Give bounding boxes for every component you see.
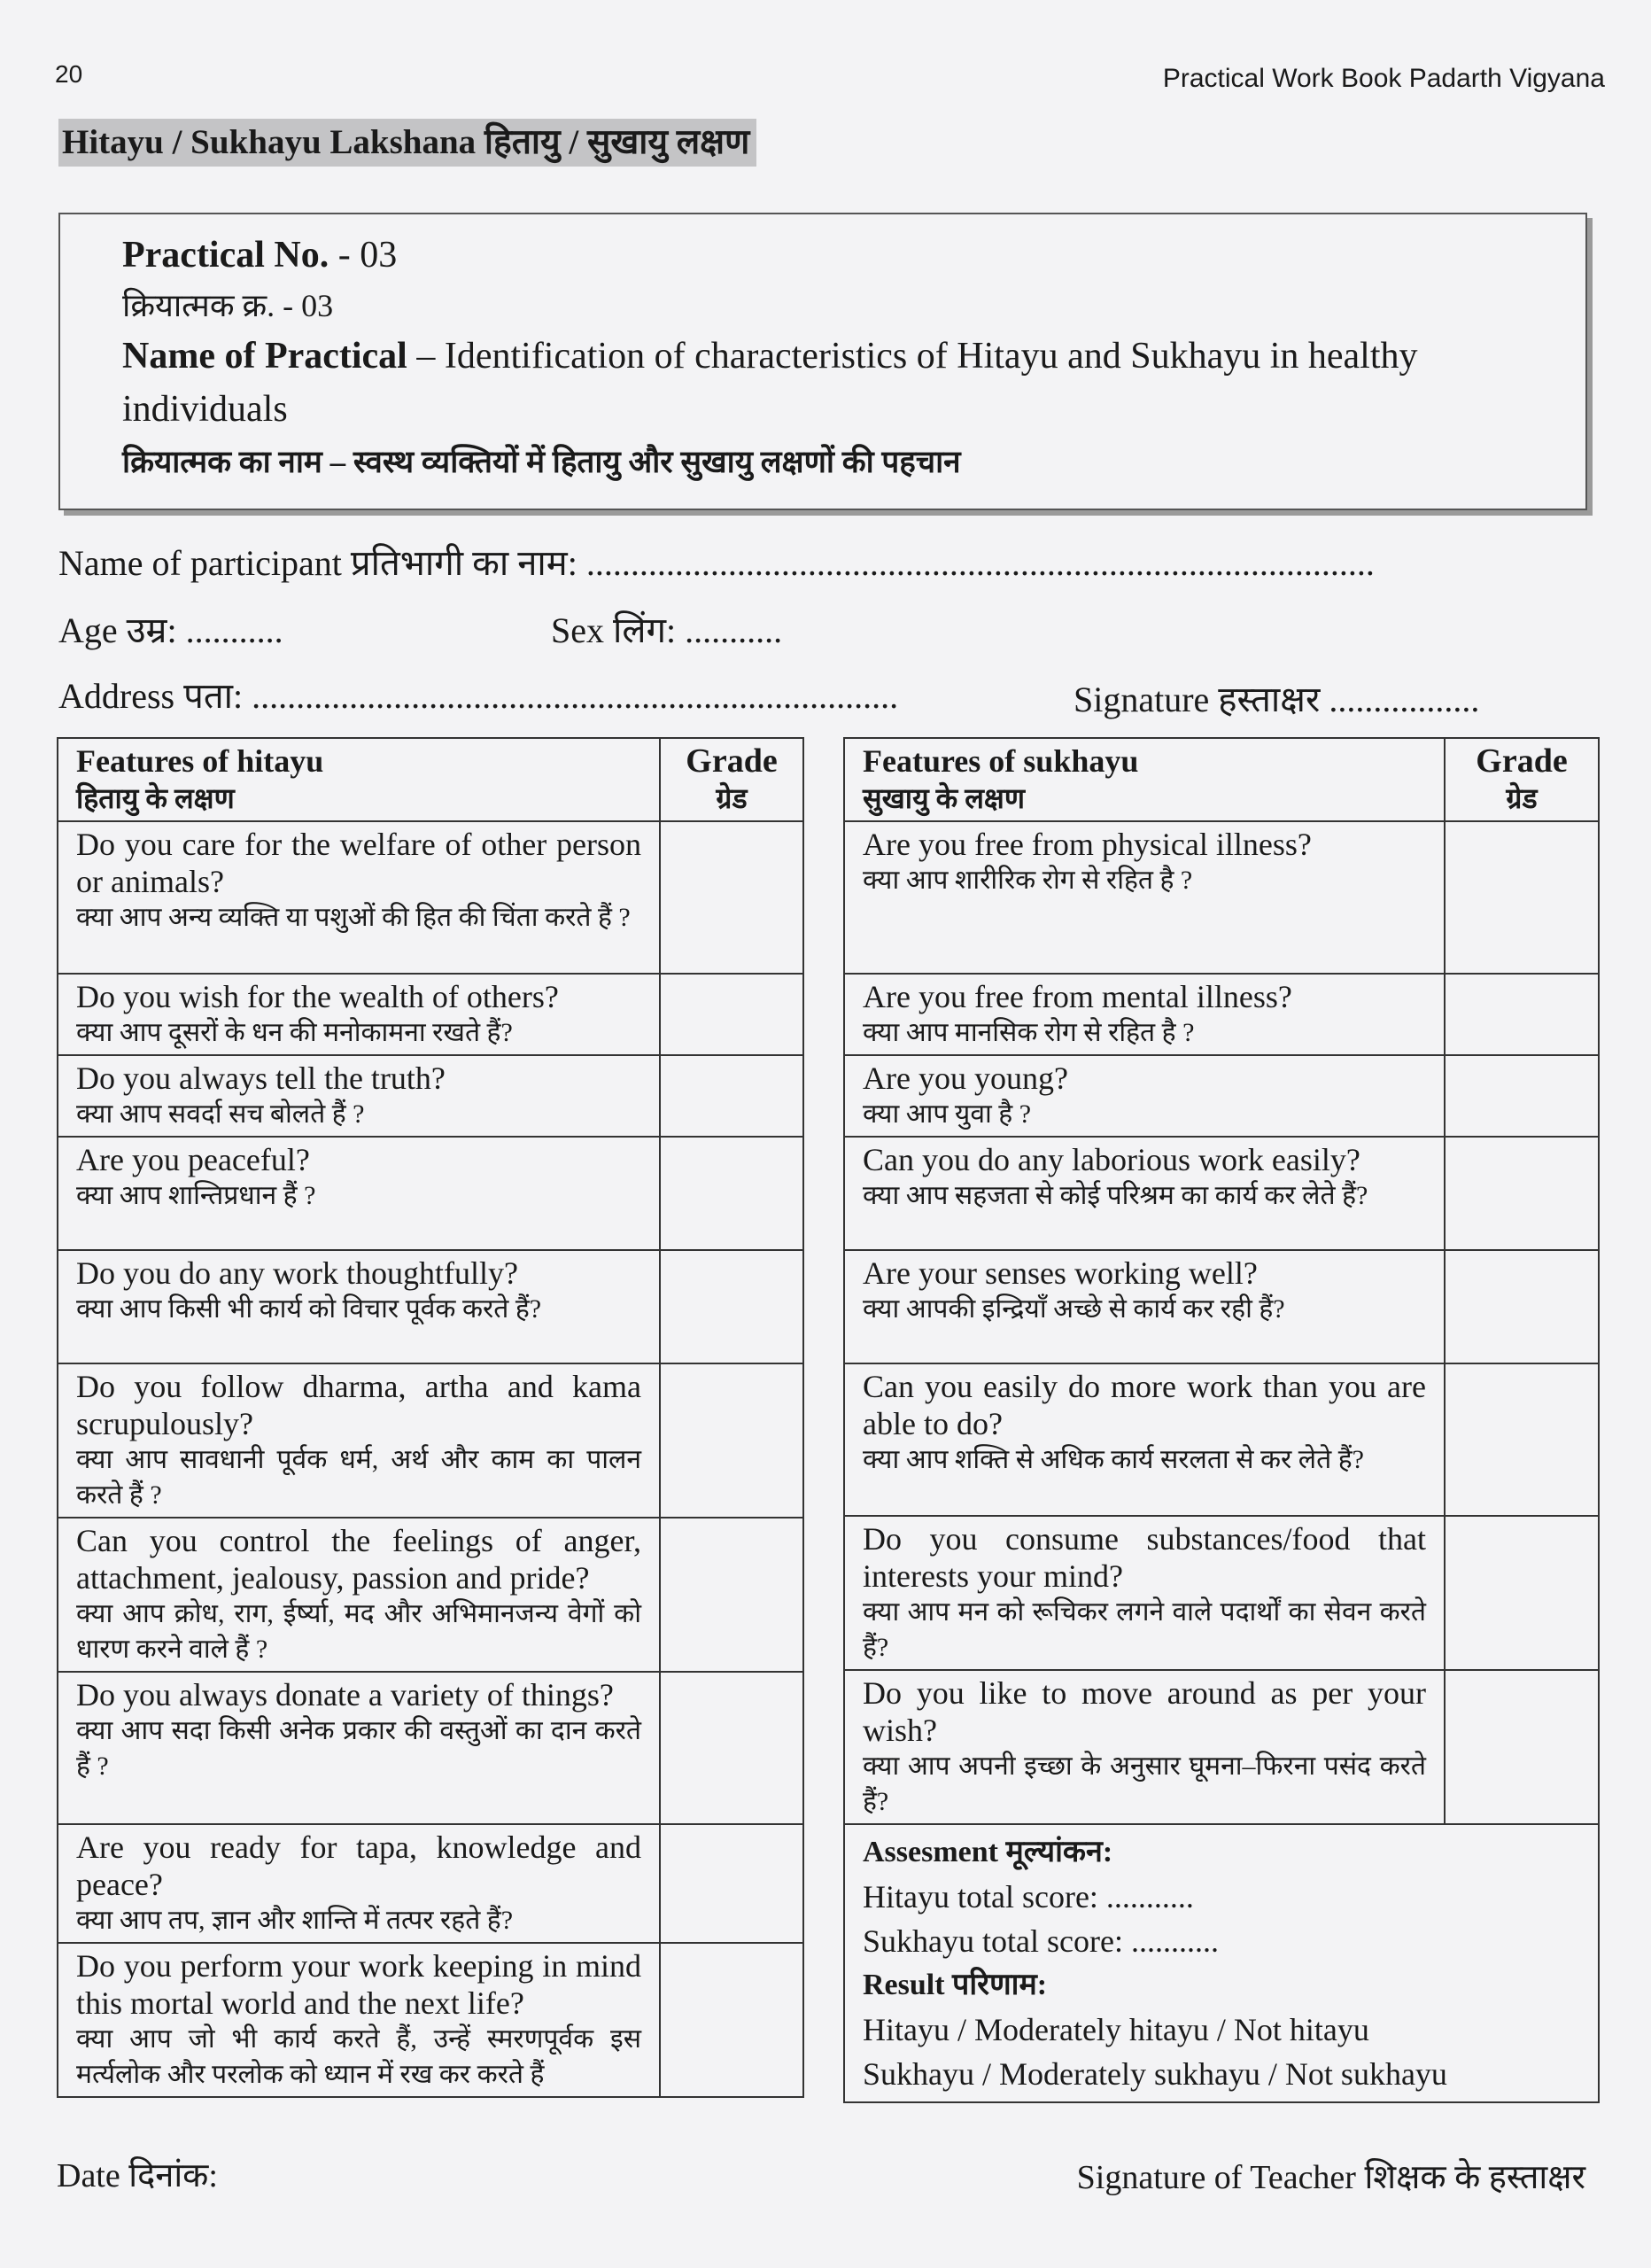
- signature-label: Signature हस्ताक्षर: [1074, 680, 1321, 719]
- hitayu-question-10: [58, 1943, 660, 2097]
- sukhayu-question-8: [844, 1670, 1445, 1824]
- hitayu-result-options[interactable]: Hitayu / Moderately hitayu / Not hitayu: [863, 2012, 1369, 2047]
- result-label: Result परिणाम:: [863, 1969, 1048, 2001]
- question-en: Can you control the feelings of anger, attachment, jealousy, passion and pride?: [76, 1523, 641, 1596]
- address-label: Address पता:: [58, 676, 244, 716]
- age-line: [58, 604, 283, 653]
- hitayu-question-9: [58, 1824, 660, 1943]
- sukhayu-grade-cell-7[interactable]: [1445, 1516, 1599, 1670]
- hitayu-grade-cell-5[interactable]: [660, 1250, 803, 1363]
- table-row: [844, 1137, 1599, 1250]
- hitayu-question-6: [58, 1363, 660, 1518]
- question-hi: क्या आप सदा किसी अनेक प्रकार की वस्तुओं का दान करते हैं ?: [76, 1716, 641, 1781]
- table-row: [844, 1516, 1599, 1670]
- sukhayu-grade-cell-4[interactable]: [1445, 1137, 1599, 1250]
- table-row: [844, 1055, 1599, 1137]
- table-row: [844, 974, 1599, 1055]
- sukhayu-total-score[interactable]: Sukhayu total score: ...........: [863, 1923, 1219, 1959]
- practical-number-hindi: क्रियात्मक क्र. - 03: [122, 288, 334, 323]
- question-hi: क्या आप सावधानी पूर्वक धर्म, अर्थ और काम का पालन करते हैं ?: [76, 1445, 641, 1510]
- hitayu-header-hi: हितायु के लक्षण: [76, 782, 235, 814]
- practical-name-continued: individuals: [122, 389, 288, 430]
- sukhayu-question-7: [844, 1516, 1445, 1670]
- date-label: Date दिनांक:: [57, 2157, 218, 2194]
- sukhayu-grade-header: [1445, 738, 1599, 821]
- sukhayu-grade-cell-3[interactable]: [1445, 1055, 1599, 1137]
- hitayu-features-header: [58, 738, 660, 821]
- age-label: Age उम्र:: [58, 610, 177, 650]
- practical-name-value: – Identification of characteristics of Hitayu and Sukhayu in healthy: [416, 336, 1418, 377]
- question-hi: क्या आप जो भी कार्य करते हैं, उन्हें स्मरणपूर्वक इस मर्त्यलोक और परलोक को ध्यान में रख कर करते हैं: [76, 2024, 641, 2089]
- table-row: [58, 1672, 803, 1824]
- signature-field[interactable]: .................: [1329, 680, 1480, 719]
- question-hi: क्या आप दूसरों के धन की मनोकामना रखते हैं?: [76, 1018, 513, 1047]
- question-hi: क्या आप सहजता से कोई परिश्रम का कार्य कर लेते हैं?: [863, 1181, 1368, 1210]
- hitayu-total-score[interactable]: Hitayu total score: ...........: [863, 1879, 1194, 1915]
- hitayu-table-header: [58, 738, 803, 821]
- hitayu-grade-header: [660, 738, 803, 821]
- hitayu-grade-cell-2[interactable]: [660, 974, 803, 1055]
- hitayu-question-7: [58, 1518, 660, 1672]
- table-row: [844, 1670, 1599, 1824]
- question-hi: क्या आप क्रोध, राग, ईर्ष्या, मद और अभिमानजन्य वेगों को धारण करने वाले हैं ?: [76, 1599, 641, 1664]
- question-en: Are your senses working well?: [863, 1255, 1258, 1291]
- practical-name-label: Name of Practical: [122, 336, 407, 377]
- practical-number-label: Practical No.: [122, 235, 329, 276]
- sukhayu-grade-cell-8[interactable]: [1445, 1670, 1599, 1824]
- question-hi: क्या आप शान्तिप्रधान हैं ?: [76, 1181, 316, 1210]
- sex-field[interactable]: ...........: [685, 610, 783, 650]
- practical-number-value: - 03: [337, 235, 398, 276]
- table-row: [58, 1363, 803, 1518]
- question-en: Are you ready for tapa, knowledge and peace?: [76, 1829, 641, 1902]
- question-en: Are you free from mental illness?: [863, 979, 1292, 1014]
- hitayu-question-1: [58, 821, 660, 974]
- practical-number: [122, 229, 1585, 282]
- table-row: [844, 1250, 1599, 1363]
- teacher-signature-label: Signature of Teacher शिक्षक के हस्ताक्षर: [1076, 2159, 1585, 2196]
- sukhayu-question-5: [844, 1250, 1445, 1363]
- sukhayu-question-4: [844, 1137, 1445, 1250]
- question-en: Do you do any work thoughtfully?: [76, 1255, 518, 1291]
- hitayu-table: [57, 737, 804, 2098]
- table-row: [58, 1943, 803, 2097]
- hitayu-question-8: [58, 1672, 660, 1824]
- age-field[interactable]: ...........: [185, 610, 283, 650]
- question-en: Do you consume substances/food that interests your mind?: [863, 1521, 1426, 1594]
- sukhayu-grade-cell-2[interactable]: [1445, 974, 1599, 1055]
- question-hi: क्या आप मन को रूचिकर लगने वाले पदार्थों का सेवन करते हैं?: [863, 1597, 1426, 1662]
- question-en: Can you do any laborious work easily?: [863, 1142, 1360, 1177]
- question-en: Do you care for the welfare of other person or animals?: [76, 827, 641, 899]
- question-hi: क्या आप युवा है ?: [863, 1099, 1032, 1129]
- hitayu-grade-cell-10[interactable]: [660, 1943, 803, 2097]
- question-en: Do you always donate a variety of things?: [76, 1677, 614, 1713]
- hitayu-grade-cell-3[interactable]: [660, 1055, 803, 1137]
- table-row: [58, 1137, 803, 1250]
- hitayu-grade-en: Grade: [686, 742, 778, 780]
- hitayu-question-5: [58, 1250, 660, 1363]
- assessment-cell: [844, 1824, 1599, 2102]
- table-row: [58, 974, 803, 1055]
- sukhayu-question-1: [844, 821, 1445, 974]
- hitayu-grade-hi: ग्रेड: [716, 782, 748, 814]
- practical-info-box: [58, 213, 1587, 510]
- question-en: Do you follow dharma, artha and kama scrupulously?: [76, 1369, 641, 1441]
- hitayu-question-3: [58, 1055, 660, 1137]
- question-en: Do you always tell the truth?: [76, 1060, 446, 1096]
- sukhayu-grade-cell-6[interactable]: [1445, 1363, 1599, 1516]
- hitayu-grade-cell-6[interactable]: [660, 1363, 803, 1518]
- table-row: [58, 1518, 803, 1672]
- hitayu-question-4: [58, 1137, 660, 1250]
- hitayu-grade-cell-7[interactable]: [660, 1518, 803, 1672]
- participant-name-label: Name of participant प्रतिभागी का नाम:: [58, 543, 577, 583]
- table-row: [58, 821, 803, 974]
- sukhayu-grade-cell-1[interactable]: [1445, 821, 1599, 974]
- section-title: Hitayu / Sukhayu Lakshana हितायु / सुखायु लक्षण: [58, 119, 756, 167]
- running-header: Practical Work Book Padarth Vigyana: [1162, 64, 1605, 93]
- sukhayu-table: [843, 737, 1600, 2103]
- hitayu-question-2: [58, 974, 660, 1055]
- question-hi: क्या आप किसी भी कार्य को विचार पूर्वक करते हैं?: [76, 1294, 542, 1324]
- sukhayu-question-3: [844, 1055, 1445, 1137]
- question-hi: क्या आपकी इन्द्रियाँ अच्छे से कार्य कर रही हैं?: [863, 1294, 1285, 1324]
- question-hi: क्या आप अपनी इच्छा के अनुसार घूमना–फिरना पसंद करते हैं?: [863, 1751, 1426, 1816]
- question-hi: क्या आप अन्य व्यक्ति या पशुओं की हित की चिंता करते हैं ?: [76, 903, 631, 932]
- address-line: [58, 670, 898, 718]
- hitayu-grade-cell-8[interactable]: [660, 1672, 803, 1824]
- question-hi: क्या आप तप, ज्ञान और शान्ति में तत्पर रहते हैं?: [76, 1906, 514, 1935]
- assessment-row: [844, 1824, 1599, 2102]
- question-en: Are you young?: [863, 1060, 1068, 1096]
- assessment-label: Assesment मूल्यांकन:: [863, 1836, 1113, 1868]
- question-hi: क्या आप शक्ति से अधिक कार्य सरलता से कर लेते हैं?: [863, 1445, 1364, 1474]
- sukhayu-header-hi: सुखायु के लक्षण: [863, 782, 1026, 814]
- sukhayu-question-6: [844, 1363, 1445, 1516]
- sex-label: Sex लिंग:: [551, 610, 677, 650]
- practical-name: [122, 330, 1585, 383]
- question-en: Do you like to move around as per your wish?: [863, 1675, 1426, 1748]
- table-row: [58, 1055, 803, 1137]
- sukhayu-question-2: [844, 974, 1445, 1055]
- practical-name-hindi: क्रियात्मक का नाम – स्वस्थ व्यक्तियों में हितायु और सुखायु लक्षणों की पहचान: [122, 445, 961, 479]
- hitayu-grade-cell-4[interactable]: [660, 1137, 803, 1250]
- hitayu-grade-cell-9[interactable]: [660, 1824, 803, 1943]
- sukhayu-grade-cell-5[interactable]: [1445, 1250, 1599, 1363]
- hitayu-grade-cell-1[interactable]: [660, 821, 803, 974]
- participant-name-line: [58, 537, 1375, 586]
- participant-name-field[interactable]: .........................................................................................: [585, 543, 1375, 583]
- question-en: Do you perform your work keeping in mind this mortal world and the next life?: [76, 1948, 641, 2021]
- table-row: [844, 821, 1599, 974]
- sukhayu-grade-en: Grade: [1476, 742, 1568, 780]
- address-field[interactable]: .........................................................................: [252, 676, 899, 716]
- question-en: Can you easily do more work than you are able to do?: [863, 1369, 1426, 1441]
- hitayu-header-en: Features of hitayu: [76, 743, 324, 779]
- question-en: Are you peaceful?: [76, 1142, 310, 1177]
- table-row: [58, 1824, 803, 1943]
- sex-line: [551, 604, 782, 653]
- question-en: Are you free from physical illness?: [863, 827, 1312, 862]
- table-row: [58, 1250, 803, 1363]
- question-hi: क्या आप सवर्दा सच बोलते हैं ?: [76, 1099, 365, 1129]
- page-number: 20: [55, 60, 83, 88]
- sukhayu-features-header: [844, 738, 1445, 821]
- question-hi: क्या आप मानसिक रोग से रहित है ?: [863, 1018, 1195, 1047]
- table-row: [844, 1363, 1599, 1516]
- sukhayu-grade-hi: ग्रेड: [1506, 782, 1538, 814]
- sukhayu-header-en: Features of sukhayu: [863, 743, 1139, 779]
- question-en: Do you wish for the wealth of others?: [76, 979, 559, 1014]
- sukhayu-table-header: [844, 738, 1599, 821]
- question-hi: क्या आप शारीरिक रोग से रहित है ?: [863, 866, 1193, 895]
- sukhayu-result-options[interactable]: Sukhayu / Moderately sukhayu / Not sukhayu: [863, 2056, 1447, 2092]
- signature-line: [1074, 673, 1479, 722]
